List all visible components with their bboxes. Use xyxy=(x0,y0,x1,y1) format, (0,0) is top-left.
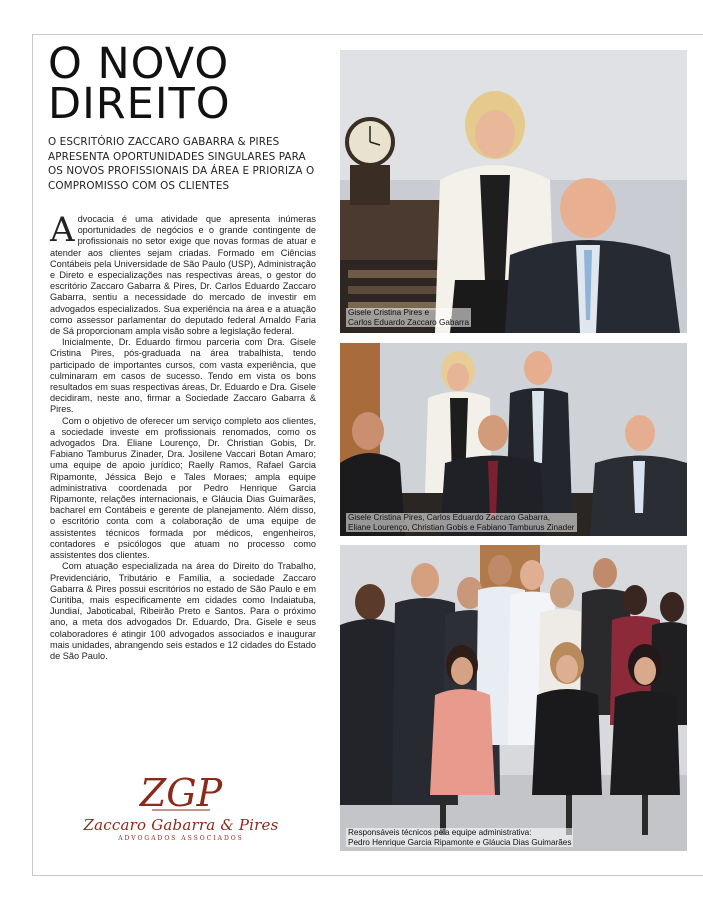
paragraph-text: dvocacia é uma atividade que apresenta inúmeras oportunidades de negócios e o grande contingente de profissionais no setor exige que novas formas de atuar e atender aos clientes sejam criadas. Formado em Ciências Contábeis pela Universidade de São Paulo (USP), Administração e Direto e especializações nas respectivas áreas, o gestor do escritório Zaccaro Gabarra & Pires, Dr. Carlos Eduardo Zaccaro Gabarra, sentiu a necessidade do mercado de investir em advogados especializados. Sua experiência na área e a atuação como assessor parlamentar do deputado federal Arnaldo Faria de Sá proporcionam ampla visão sobre a legislação federal. xyxy=(50,214,316,337)
headline: O NOVO DIREITO xyxy=(48,39,231,129)
monogram-text: ZGP xyxy=(139,771,223,815)
photo-team xyxy=(340,545,687,851)
caption-line: Eliane Lourenço, Christian Gobis e Fabiano Tamburus Zinader xyxy=(348,522,575,532)
photo-caption xyxy=(346,828,573,847)
paragraph: Com o objetivo de oferecer um serviço completo aos clientes, a sociedade investe em profissionais renomados, como os advogados Dra. Eliane Lourenço, Dr. Christian Gobis, Dr. Fabiano Tamburus Zinader, Dra. Josilene Vaccari Botan Amaro; uma equipe de apoio jurídico; Raelly Ramos, Rafael Garcia Ripamonte, Jéssica Bejo e Tales Moraes; ampla equipe administrativa coordenada por Pedro Henrique Garcia Ripamonte, relações internacionais, e Gláucia Dias Guimarães, bacharel em Contábeis e gerente de planejamento. Além disso, o escritório conta com a colaboração de uma equipe de assistentes técnicos formada por médicos, engenheiros, contadores e psicólogos que atuam no processo como assistentes dos clientes. xyxy=(50,415,316,561)
article-body xyxy=(50,210,316,662)
article-header xyxy=(48,39,318,193)
firm-logo xyxy=(74,768,288,858)
subheadline: O ESCRITÓRIO ZACCARO GABARRA & PIRES APRESENTA OPORTUNIDADES SINGULARES PARA OS NOVOS PROFISSIONAIS DA ÁREA E PRIORIZA O COMPROMISSO COM OS CLIENTES xyxy=(48,136,315,192)
caption-line: Carlos Eduardo Zaccaro Gabarra xyxy=(348,317,470,327)
photo-team-image xyxy=(340,545,687,851)
caption-line: Gisele Cristina Pires e xyxy=(348,308,429,317)
photo-caption xyxy=(346,308,471,327)
drop-cap: A xyxy=(50,210,75,250)
photo-lawyers-image xyxy=(340,343,687,536)
photo-caption xyxy=(346,513,577,532)
photo-lawyers xyxy=(340,343,687,536)
caption-line: Responsáveis técnicos pela equipe administrativa: xyxy=(348,828,532,837)
paragraph xyxy=(50,210,316,337)
caption-line: Gisele Cristina Pires, Carlos Eduardo Zaccaro Gabarra, xyxy=(348,513,551,522)
photo-partners-image xyxy=(340,50,687,333)
caption-line: Pedro Henrique Garcia Ripamonte e Gláucia Dias Guimarães xyxy=(348,837,572,847)
monogram-icon xyxy=(139,768,223,815)
paragraph: Com atuação especializada na área do Direito do Trabalho, Previdenciário, Tributário e Família, a sociedade Zaccaro Gabarra & Pires possui escritórios no estado de São Paulo e em Curitiba, mais especificamente em cidades como Indaiatuba, Jundiaí, Jaboticabal, Ribeirão Preto e Santos. Para o próximo ano, a meta dos advogados Dr. Eduardo, Dra. Gisele e seus colaboradores é atingir 100 advogados associados e inaugurar mais unidades, abrangendo seis estados e 12 cidades do Estado de São Paulo. xyxy=(50,561,316,661)
photo-partners xyxy=(340,50,687,333)
logo-name: Zaccaro Gabarra & Pires xyxy=(83,816,279,834)
paragraph: Inicialmente, Dr. Eduardo firmou parceria com Dra. Gisele Cristina Pires, pós-graduada na área trabalhista, tendo participado de importantes cursos, com vasta experiência, que culminaram em casos de sucesso. Tendo em vista os bons resultados em suas respectivas áreas, Dr. Eduardo e Dra. Gisele decidiram, neste ano, firmar a Sociedade Zaccaro Gabarra & Pires. xyxy=(50,337,316,415)
logo-subtitle: ADVOGADOS ASSOCIADOS xyxy=(118,835,244,842)
